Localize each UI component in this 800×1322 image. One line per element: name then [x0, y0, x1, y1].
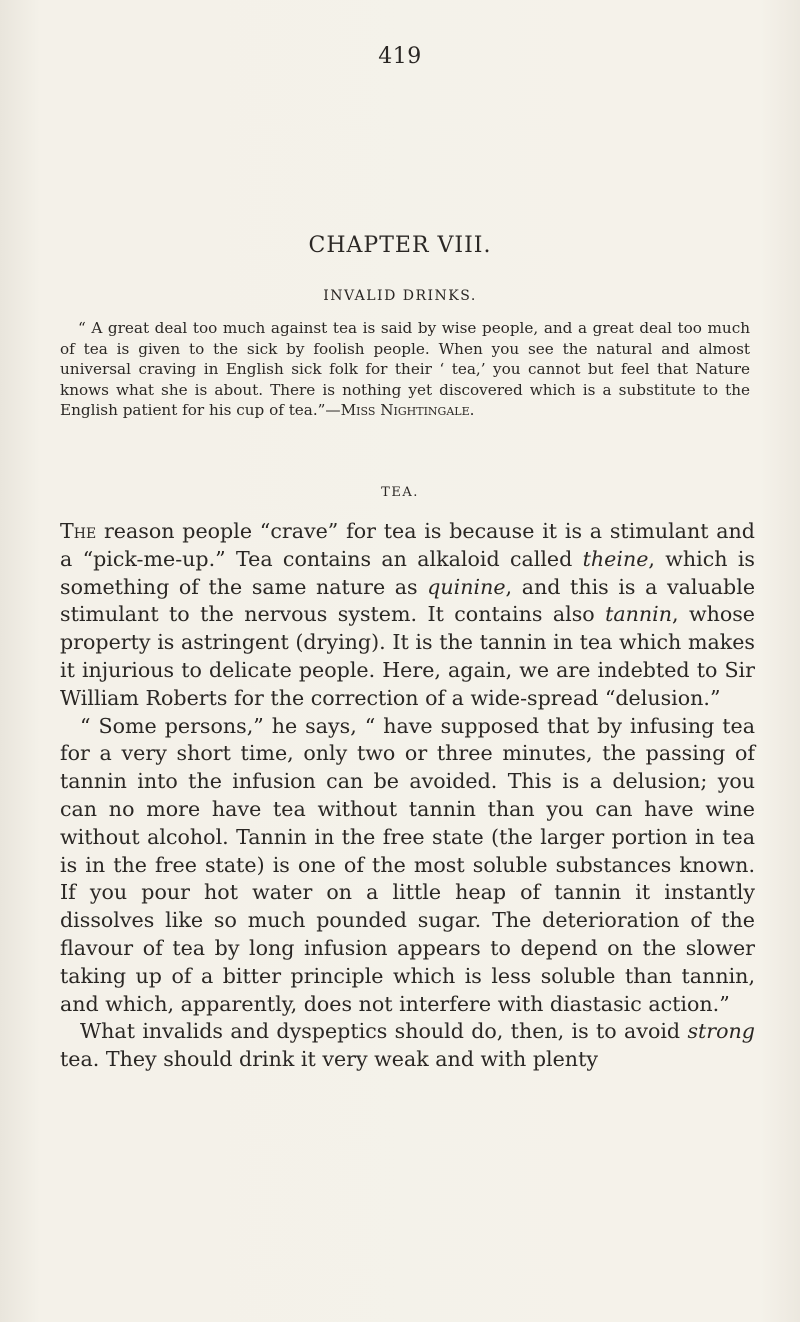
epigraph-text: “ A great deal too much against tea is said by wise people, and a great deal too much of tea is given to the sick by foolish people. When you see the natural and almost universal craving in English sick folk for their ‘ tea,’ you cannot but feel that Nature knows what she is about. There is nothing yet discovered which is a substitute to the English patient for his cup of tea.”— — [60, 319, 750, 420]
section-heading: TEA. — [381, 485, 419, 500]
paragraph-lead-word: The — [60, 519, 97, 543]
paragraph-2: “ Some persons,” he says, “ have supposed that by infusing tea for a very short time, only two or three minutes, the passing of tannin into the infusion can be avoided. This is a delusion; you can no more have tea without tannin than you can have wine without alcohol. Tannin in the free state (the larger portion in tea is in the free state) is one of the most soluble substances known. If you pour hot water on a little heap of tannin it instantly dissolves like so much pounded sugar. The deterioration of the flavour of tea by long infusion appears to depend on the slower taking up of a bitter principle which is less soluble than tannin, and which, apparently, does not interfere with diastasic action.” — [60, 713, 755, 1016]
page-number: 419 — [378, 44, 422, 69]
epigraph-quote — [60, 318, 750, 421]
paragraph-text: , and this is a valuable stimulant to the nervous system. It contains also — [60, 574, 756, 627]
term-quinine: quinine — [427, 574, 506, 599]
paragraph-text: tea. They should drink it very weak and with plenty — [60, 1047, 598, 1072]
term-theine: theine — [582, 546, 649, 571]
paragraph-text: reason people “crave” for tea is because it is a stimulant and a “pick-me-up.” Tea contains an alkaloid called — [60, 519, 755, 571]
body-text — [60, 518, 755, 1074]
chapter-title: CHAPTER VIII. — [308, 233, 492, 258]
paragraph-text: , whose property is astringent (drying). It is the tannin in tea which makes it injurious to delicate people. Here, again, we are indebted to Sir William Roberts for the correction of a wide-spread “delusion.” — [60, 602, 755, 710]
paragraph-1 — [60, 518, 755, 713]
paragraph-text: What invalids and dyspeptics should do, then, is to avoid — [80, 1019, 688, 1044]
paragraph-3 — [60, 1018, 755, 1074]
chapter-subtitle: INVALID DRINKS. — [323, 288, 477, 304]
epigraph-author: Miss Nightingale. — [340, 401, 475, 420]
paragraph-text: , which is something of the same nature as — [60, 546, 755, 599]
term-strong: strong — [687, 1019, 755, 1044]
term-tannin: tannin — [605, 602, 672, 627]
